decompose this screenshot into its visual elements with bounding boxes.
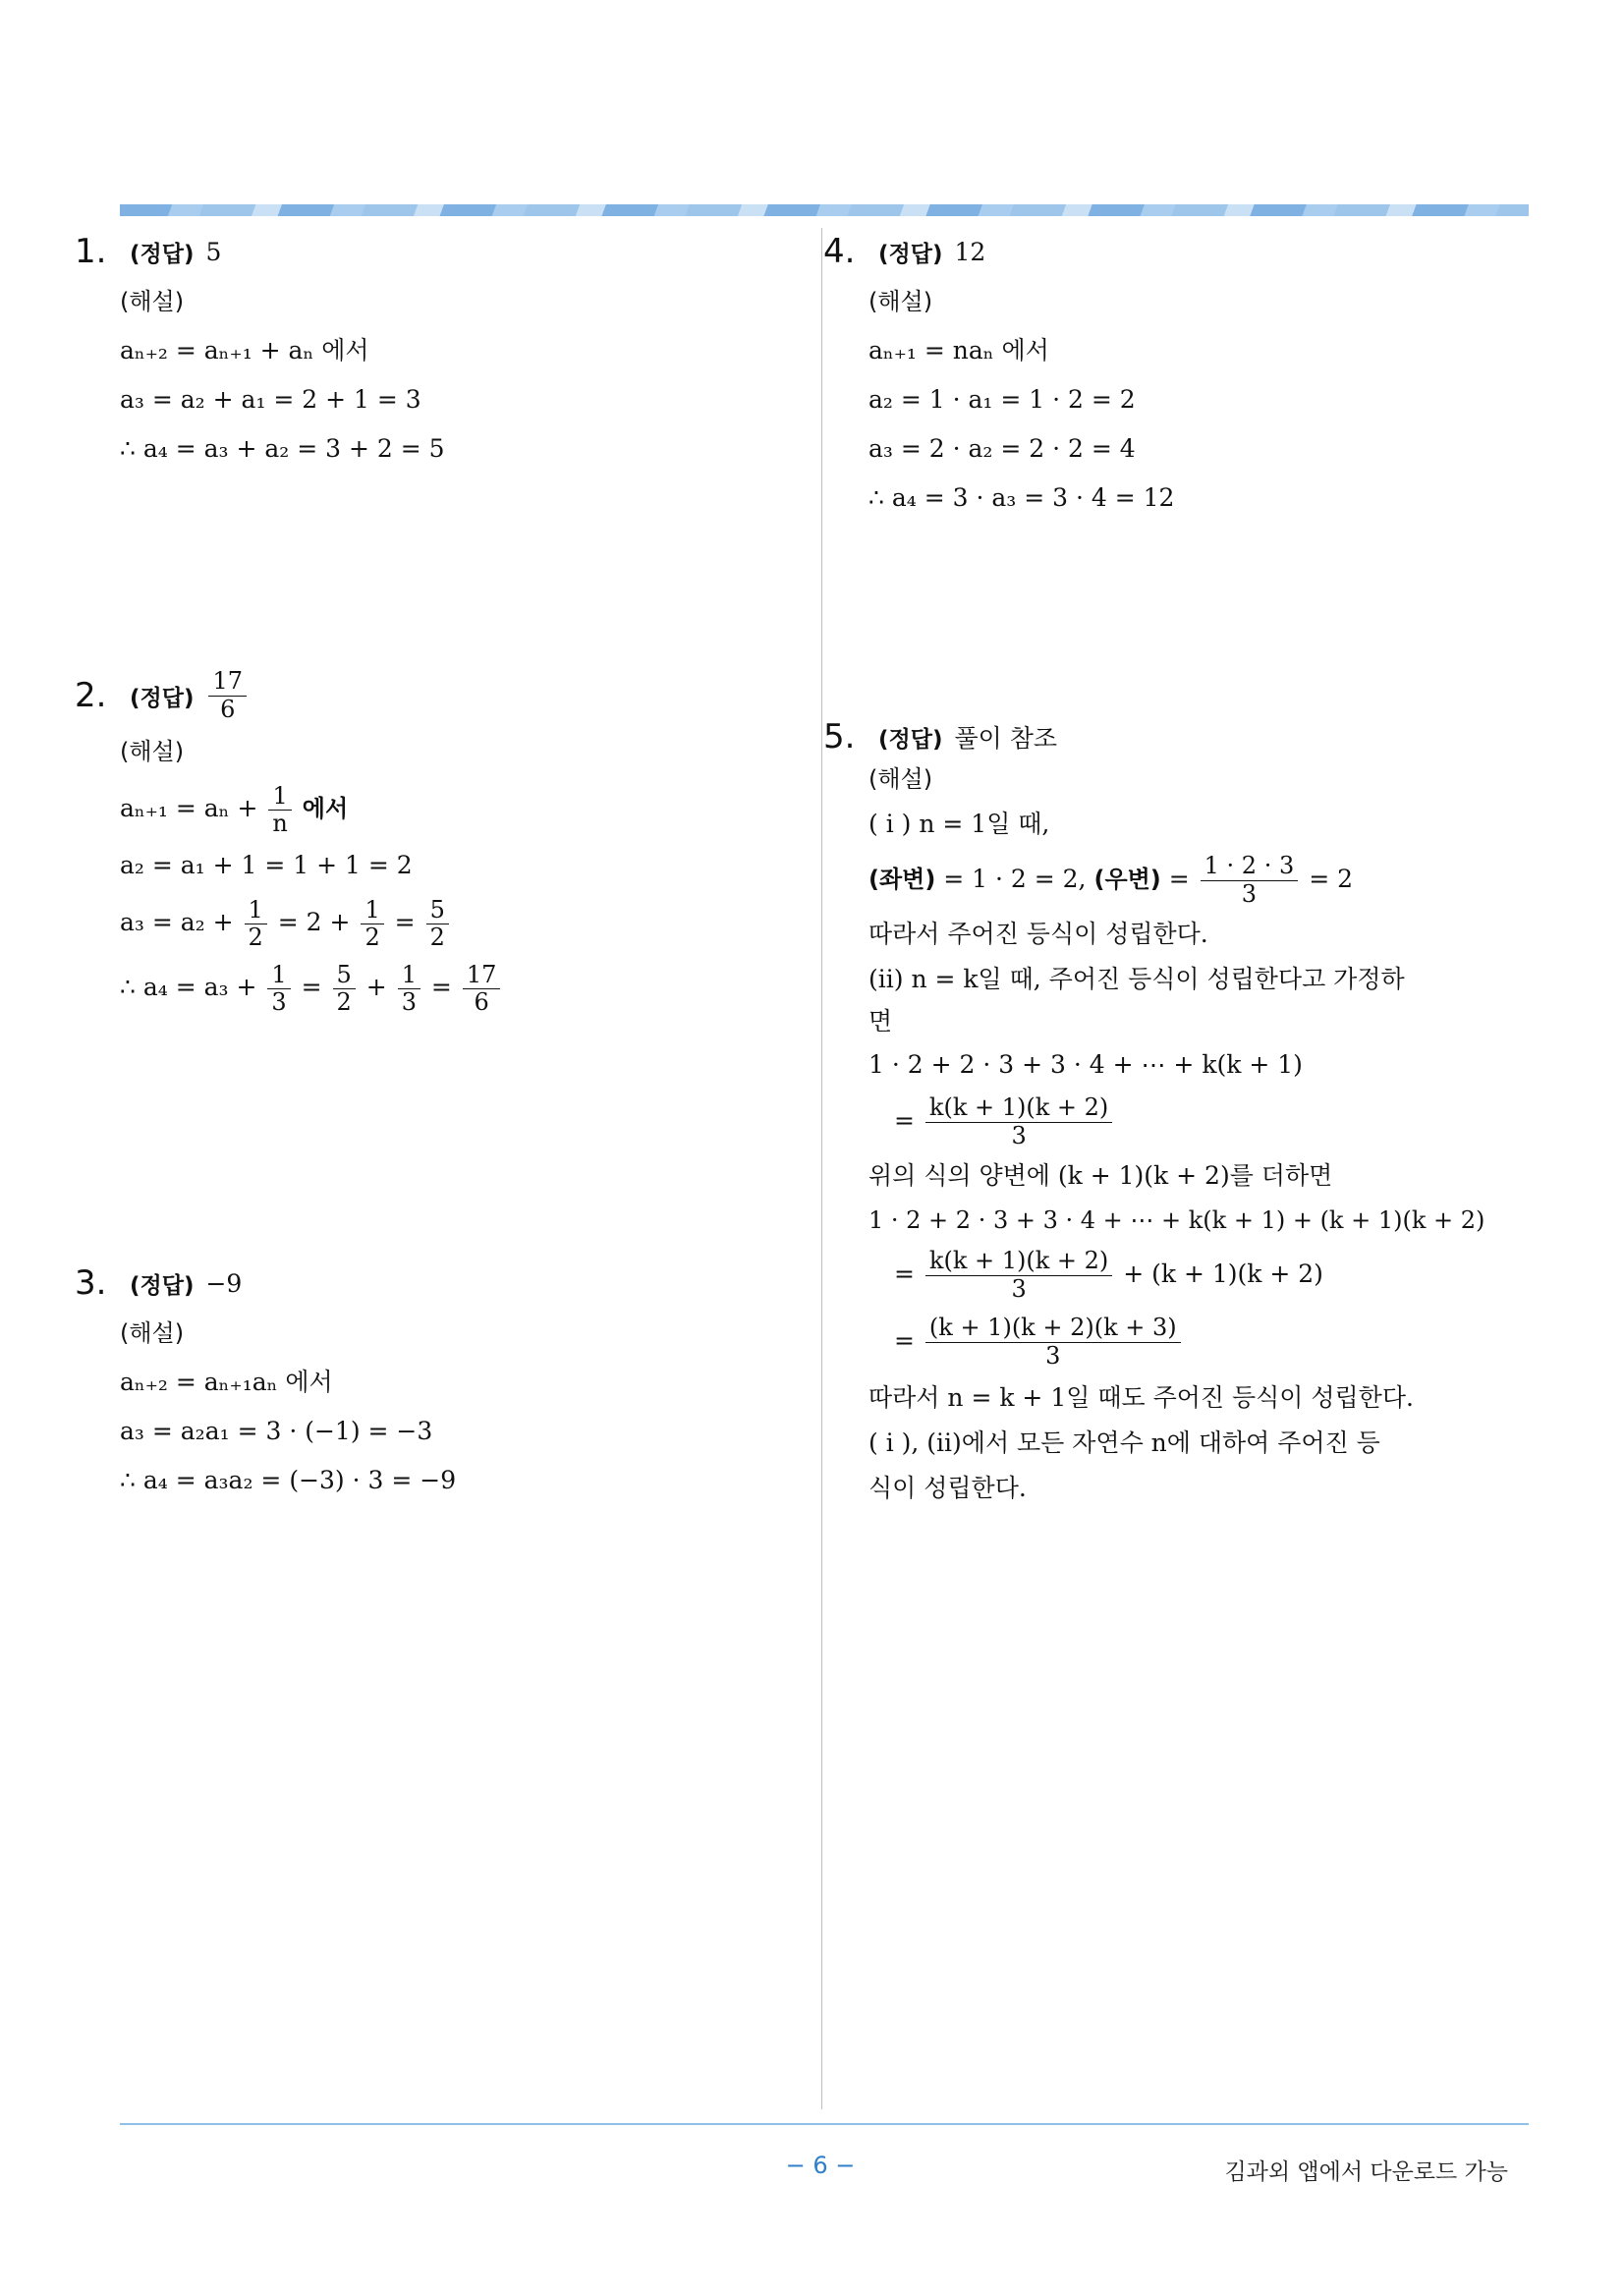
fraction-denominator: 2	[364, 924, 380, 952]
header-decorative-bar	[120, 204, 1529, 216]
rhs-result: = 2	[1309, 865, 1353, 893]
solution	[868, 277, 1174, 523]
fraction	[925, 1248, 1112, 1303]
fraction-numerator: 5	[426, 897, 449, 925]
fraction	[426, 897, 449, 952]
expr-text: + (k + 1)(k + 2)	[1123, 1260, 1323, 1288]
solution-line: a₃ = a₂a₁ = 3 · (−1) = −3	[120, 1417, 433, 1445]
footer-rule	[120, 2123, 1529, 2125]
explanation-label: (해설)	[120, 288, 185, 315]
expr-text: +	[365, 973, 387, 1002]
lhs-label: (좌변)	[868, 866, 936, 893]
answer-value: −9	[205, 1268, 243, 1298]
problem-3	[75, 1263, 456, 1505]
case-1-conclusion: 따라서 주어진 등식이 성립한다.	[868, 920, 1208, 948]
page-number: − 6 −	[785, 2152, 856, 2179]
answer-tag: (정답)	[878, 726, 943, 753]
expr-text: = 2 +	[277, 908, 351, 937]
problem-number: 4.	[823, 232, 856, 271]
fraction	[925, 1315, 1181, 1370]
fraction-numerator: 1	[268, 783, 291, 812]
answer-tag: (정답)	[130, 241, 195, 267]
fraction	[245, 897, 267, 952]
answer-tag: (정답)	[130, 685, 195, 711]
problem-1	[75, 232, 445, 474]
solution-line: aₙ₊₂ = aₙ₊₁aₙ 에서	[120, 1368, 333, 1396]
expr-text: 에서	[302, 795, 349, 823]
fraction-denominator: 3	[1241, 880, 1258, 908]
solution-line: a₂ = a₁ + 1 = 1 + 1 = 2	[120, 851, 413, 880]
column-divider	[821, 228, 822, 2109]
expr-text: =	[894, 1260, 915, 1288]
solution-line	[120, 890, 503, 955]
step-3	[894, 1307, 1531, 1375]
expr-text: =	[1168, 865, 1190, 893]
solution	[120, 727, 503, 1020]
fraction-numerator: (k + 1)(k + 2)(k + 3)	[925, 1315, 1181, 1343]
solution	[120, 277, 445, 474]
lhs-value: = 1 · 2 = 2,	[943, 865, 1087, 893]
problem-4	[823, 232, 1174, 523]
explanation-label: (해설)	[120, 738, 185, 766]
fraction-numerator: k(k + 1)(k + 2)	[925, 1094, 1112, 1123]
expr-text: =	[894, 1326, 915, 1355]
fraction	[268, 783, 291, 838]
fraction-numerator: 17	[208, 668, 247, 697]
fraction-denominator: 3	[271, 988, 287, 1017]
add-step: 위의 식의 양변에 (k + 1)(k + 2)를 더하면	[868, 1161, 1333, 1190]
answer-tag: (정답)	[130, 1272, 195, 1299]
solution	[868, 756, 1531, 1511]
expr-text: =	[430, 973, 452, 1002]
fraction	[361, 897, 383, 952]
expr-text: a₃ = a₂ +	[120, 908, 234, 937]
problem-header	[75, 1263, 456, 1303]
fraction-numerator: 17	[463, 962, 501, 990]
solution-line: ∴ a₄ = a₃a₂ = (−3) · 3 = −9	[120, 1466, 457, 1494]
answer-fraction	[208, 668, 247, 723]
footer-note: 김과외 앱에서 다운로드 가능	[1224, 2159, 1508, 2185]
expr-text: =	[894, 1106, 915, 1135]
fraction-denominator: 3	[1045, 1342, 1061, 1370]
fraction-denominator: 6	[220, 695, 236, 723]
sum-expression-k1: 1 · 2 + 2 · 3 + 3 · 4 + ⋯ + k(k + 1) + (k + 1)(k + 2)	[868, 1206, 1485, 1234]
explanation-label: (해설)	[868, 288, 933, 315]
expr-text: =	[394, 908, 416, 937]
fraction-denominator: 6	[474, 988, 489, 1017]
final-conclusion-cont: 식이 성립한다.	[868, 1474, 1027, 1502]
problem-header	[823, 232, 1174, 271]
problem-number: 5.	[823, 717, 856, 756]
solution-line: ∴ a₄ = 3 · a₃ = 3 · 4 = 12	[868, 483, 1175, 512]
sum-result	[894, 1089, 1531, 1153]
fraction-numerator: 1	[267, 962, 290, 990]
case-1-heading: ( i ) n = 1일 때,	[868, 810, 1050, 838]
fraction-numerator: 1	[361, 897, 383, 925]
problem-header	[75, 232, 445, 271]
fraction-denominator: 2	[336, 988, 352, 1017]
solution-line: a₃ = 2 · a₂ = 2 · 2 = 4	[868, 434, 1136, 463]
answer-value: 풀이 참조	[954, 724, 1058, 753]
problem-2	[75, 668, 503, 1020]
fraction-numerator: 1 · 2 · 3	[1201, 853, 1299, 881]
fraction-numerator: k(k + 1)(k + 2)	[925, 1248, 1112, 1276]
expr-text: =	[301, 973, 322, 1002]
fraction	[398, 962, 420, 1017]
fraction	[925, 1094, 1112, 1149]
problem-header	[75, 668, 503, 723]
final-conclusion: ( i ), (ii)에서 모든 자연수 n에 대하여 주어진 등	[868, 1428, 1380, 1457]
solution-line	[120, 955, 503, 1020]
solution-line: aₙ₊₂ = aₙ₊₁ + aₙ 에서	[120, 336, 369, 364]
fraction-denominator: 2	[429, 924, 445, 952]
fraction-numerator: 1	[245, 897, 267, 925]
fraction-numerator: 1	[398, 962, 420, 990]
solution-line: aₙ₊₁ = naₙ 에서	[868, 336, 1049, 364]
fraction-denominator: 3	[1011, 1275, 1027, 1303]
fraction-denominator: 2	[248, 924, 263, 952]
solution-line: a₃ = a₂ + a₁ = 2 + 1 = 3	[120, 385, 421, 414]
fraction	[463, 962, 501, 1017]
case-2-heading-cont: 면	[868, 1007, 893, 1036]
problem-number: 2.	[75, 676, 107, 716]
problem-5	[823, 717, 1531, 1511]
explanation-label: (해설)	[120, 1319, 185, 1347]
fraction	[1201, 853, 1299, 908]
problem-number: 1.	[75, 232, 107, 271]
case-1-check	[868, 847, 1531, 912]
solution-line: ∴ a₄ = a₃ + a₂ = 3 + 2 = 5	[120, 434, 445, 463]
solution-line: a₂ = 1 · a₁ = 1 · 2 = 2	[868, 385, 1136, 414]
expr-text: aₙ₊₁ = aₙ +	[120, 794, 258, 823]
problem-number: 3.	[75, 1263, 107, 1303]
answer-value: 5	[205, 237, 222, 266]
explanation-label: (해설)	[868, 765, 933, 793]
case-2-conclusion: 따라서 n = k + 1일 때도 주어진 등식이 성립한다.	[868, 1383, 1414, 1412]
fraction-denominator: 3	[1011, 1122, 1027, 1149]
solution	[120, 1309, 456, 1505]
fraction-denominator: 3	[401, 988, 417, 1017]
step-2	[894, 1242, 1531, 1307]
rhs-label: (우변)	[1093, 866, 1161, 893]
case-2-heading: (ii) n = k일 때, 주어진 등식이 성립한다고 가정하	[868, 965, 1405, 993]
fraction-denominator: n	[272, 810, 288, 838]
fraction-numerator: 5	[333, 962, 356, 990]
solution-line	[120, 776, 503, 841]
fraction	[267, 962, 290, 1017]
sum-expression: 1 · 2 + 2 · 3 + 3 · 4 + ⋯ + k(k + 1)	[868, 1050, 1303, 1079]
problem-header	[823, 717, 1531, 756]
expr-text: ∴ a₄ = a₃ +	[120, 973, 257, 1002]
answer-value: 12	[954, 237, 986, 266]
fraction	[333, 962, 356, 1017]
answer-tag: (정답)	[878, 241, 943, 267]
